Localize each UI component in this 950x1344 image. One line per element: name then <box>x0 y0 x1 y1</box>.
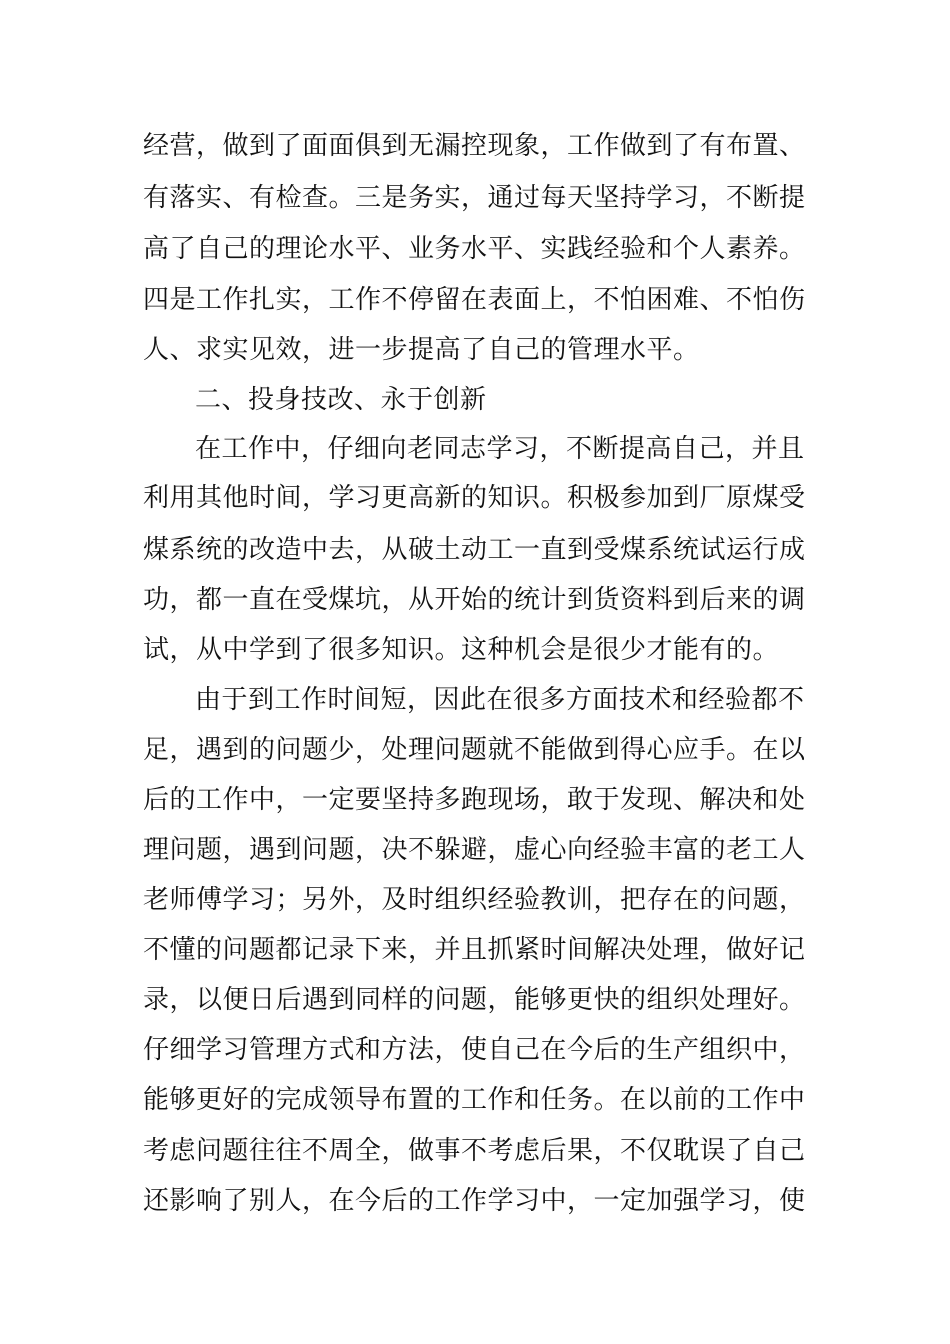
paragraph-line: 四是工作扎实，工作不停留在表面上，不怕困难、不怕伤 <box>143 285 806 315</box>
paragraph-line: 高了自己的理论水平、业务水平、实践经验和个人素养。 <box>143 234 806 264</box>
paragraph-line: 利用其他时间，学习更高新的知识。积极参加到厂原煤受 <box>143 483 806 513</box>
paragraph-line: 经营，做到了面面俱到无漏控现象，工作做到了有布置、 <box>143 131 806 161</box>
paragraph-line: 煤系统的改造中去，从破土动工一直到受煤系统试运行成 <box>143 535 806 565</box>
paragraph-line: 录，以便日后遇到同样的问题，能够更快的组织处理好。 <box>143 985 806 1015</box>
paragraph-line: 后的工作中，一定要坚持多跑现场，敢于发现、解决和处 <box>143 785 806 815</box>
paragraph-line: 人、求实见效，进一步提高了自己的管理水平。 <box>143 335 700 365</box>
paragraph-line: 有落实、有检查。三是务实，通过每天坚持学习，不断提 <box>143 183 806 213</box>
paragraph-line: 能够更好的完成领导布置的工作和任务。在以前的工作中 <box>143 1085 806 1115</box>
paragraph-line: 老师傅学习；另外，及时组织经验教训，把存在的问题， <box>143 885 806 915</box>
paragraph-line: 不懂的问题都记录下来，并且抓紧时间解决处理，做好记 <box>143 935 806 965</box>
paragraph-line: 功，都一直在受煤坑，从开始的统计到货资料到后来的调 <box>143 585 806 615</box>
paragraph-line: 考虑问题往往不周全，做事不考虑后果，不仅耽误了自己 <box>143 1136 806 1166</box>
paragraph-line: 仔细学习管理方式和方法，使自己在今后的生产组织中， <box>143 1035 806 1065</box>
paragraph-line: 理问题，遇到问题，决不躲避，虚心向经验丰富的老工人 <box>143 835 806 865</box>
paragraph-line: 在工作中，仔细向老同志学习，不断提高自己，并且 <box>195 434 805 464</box>
paragraph-line: 还影响了别人，在今后的工作学习中，一定加强学习，使 <box>143 1186 806 1216</box>
paragraph-line: 足，遇到的问题少，处理问题就不能做到得心应手。在以 <box>143 735 806 765</box>
section-heading: 二、投身技改、永于创新 <box>195 385 487 415</box>
paragraph-line: 由于到工作时间短，因此在很多方面技术和经验都不 <box>195 685 805 715</box>
paragraph-line: 试，从中学到了很多知识。这种机会是很少才能有的。 <box>143 635 780 665</box>
